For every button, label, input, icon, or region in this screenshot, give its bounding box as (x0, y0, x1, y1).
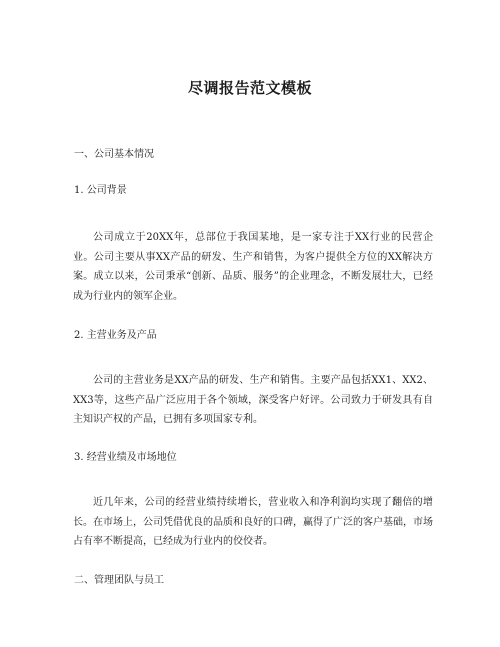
paragraph-performance: 近几年来，公司的经营业绩持续增长，营业收入和净利润均实现了翻倍的增长。在市场上，公司凭借优良的品质和良好的口碑，赢得了广泛的客户基础，市场占有率不断提高，已经成为行业内的佼佼者。 (73, 497, 433, 547)
paragraph-main-business: 公司的主营业务是XX产品的研发、生产和销售。主要产品包括XX1、XX2、XX3等，这些产品广泛应用于各个领域，深受客户好评。公司致力于研发具有自主知识产权的产品，已拥有多项国家专利。 (73, 375, 433, 425)
paragraph-company-background: 公司成立于20XX年，总部位于我国某地，是一家专注于XX行业的民营企业。公司主要从事XX产品的研发、生产和销售，为客户提供全方位的XX解决方案。成立以来，公司秉承“创新、品质、服务”的企业理念，不断发展壮大，已经成为行业内的领军企业。 (73, 232, 433, 302)
subsection-heading-company-background: 1. 公司背景 (74, 185, 127, 196)
document-title: 尽调报告范文模板 (187, 79, 312, 97)
subsection-heading-performance: 3. 经营业绩及市场地位 (74, 452, 177, 463)
subsection-heading-main-business: 2. 主营业务及产品 (74, 330, 157, 341)
section-heading-management-team: 二、管理团队与员工 (74, 575, 164, 586)
section-heading-company-overview: 一、公司基本情况 (74, 149, 154, 160)
